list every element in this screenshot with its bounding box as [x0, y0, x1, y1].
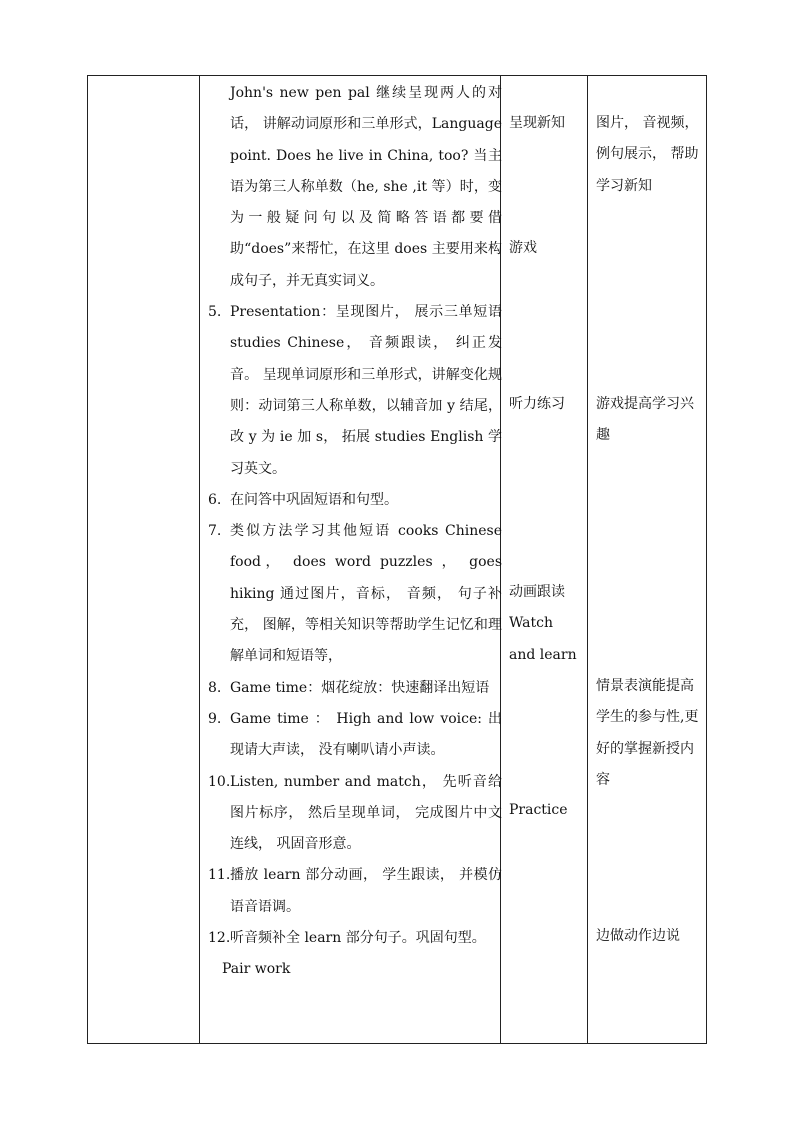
step-text: Game time ： High and low voice: 出现请大声读， 没有喇叭请小声读。	[230, 710, 502, 759]
step-number: 8.	[208, 679, 222, 696]
step-number: 12.	[208, 930, 231, 947]
procedure-step	[204, 516, 502, 672]
activity-practice: Practice	[509, 802, 568, 818]
procedure-step	[204, 485, 502, 516]
step-text: 类似方法学习其他短语 cooks Chinese food， does word puzzles ， goes hiking 通过图片，音标， 音频， 句子补充， 图解，等相关知识等帮助学生记忆和理解单词和短语等，	[230, 523, 502, 665]
column-divider	[587, 76, 588, 1043]
procedure-step	[204, 860, 502, 923]
step-text: 听音频补全 learn 部分句子。巩固句型。	[230, 930, 486, 947]
step-text: Presentation：呈现图片， 展示三单短语 studies Chinese， 音频跟读， 纠正发音。 呈现单词原形和三单形式，讲解变化规则：动词第三人称单数，以辅音加 y 结尾，改 y 为 ie 加 s， 拓展 studies English 学习英文。	[230, 304, 502, 477]
step-number: 5.	[208, 304, 222, 321]
step-number: 6.	[208, 491, 222, 508]
activity-present: 呈现新知	[509, 115, 565, 131]
procedure-step	[204, 923, 502, 954]
activity-listening: 听力练习	[509, 396, 565, 412]
procedure-step	[204, 673, 502, 704]
purpose-new-knowledge: 图片， 音视频，例句展示， 帮助学习新知	[596, 115, 699, 194]
step-text: Game time：烟花绽放：快速翻译出短语	[230, 679, 490, 696]
step-number: 10.	[208, 773, 231, 790]
step-number: 11.	[208, 867, 231, 884]
purpose-game-interest: 游戏提高学习兴趣	[596, 396, 694, 444]
step-text: 在问答中巩固短语和句型。	[230, 491, 398, 508]
procedure-step	[204, 767, 502, 861]
pair-work-text: Pair work	[222, 961, 291, 978]
activity-watch-learn: 动画跟读 Watch and learn	[509, 584, 577, 663]
step-text: 播放 learn 部分动画， 学生跟读， 并模仿语音语调。	[230, 867, 502, 915]
step-text: Listen, number and match， 先听音给图片标序， 然后呈现单词， 完成图片中文连线， 巩固音形意。	[230, 773, 502, 853]
procedure-step	[204, 704, 502, 767]
procedure-intro: John's new pen pal 继续呈现两人的对话， 讲解动词原形和三单形式，Language point. Does he live in China, too? 当主语为第三人称单数（he, she ,it 等）时，变为一般疑问句以及简略答语都要借助“does”来帮忙，在这里 does 主要用来构成句子，并无真实词义。	[230, 85, 502, 289]
column-divider	[199, 76, 200, 1043]
step-number: 7.	[208, 523, 222, 540]
step-number: 9.	[208, 710, 222, 727]
procedure-column	[204, 76, 502, 986]
purpose-act-and-say: 边做动作边说	[596, 928, 680, 944]
lesson-table	[87, 75, 707, 1044]
procedure-step	[204, 297, 502, 485]
purpose-role-play: 情景表演能提高学生的参与性,更好的掌握新授内容	[596, 678, 699, 788]
activity-game: 游戏	[509, 240, 537, 256]
